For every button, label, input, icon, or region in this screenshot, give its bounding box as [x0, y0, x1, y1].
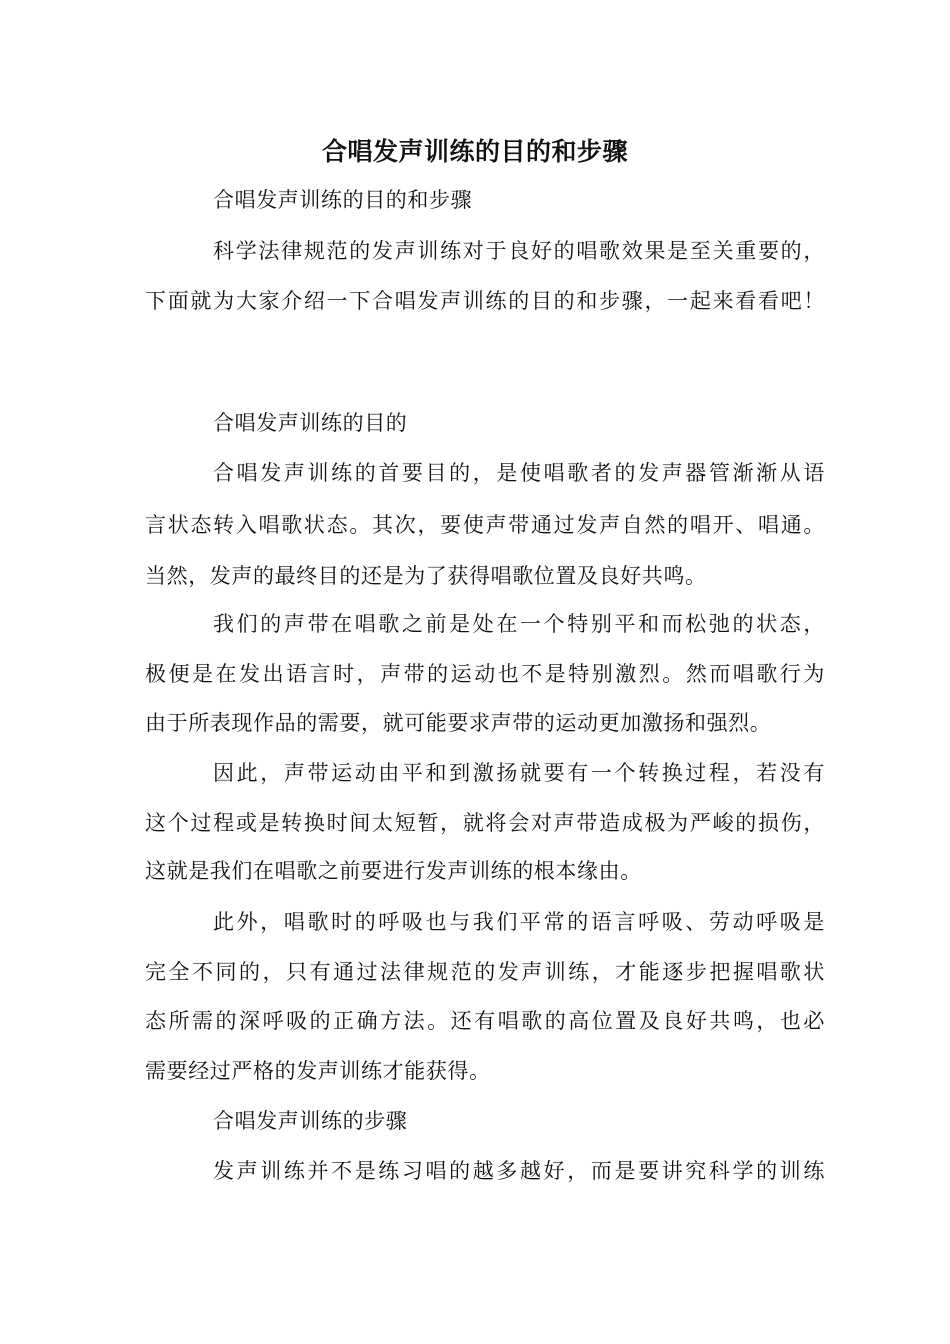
- para4-line-1: 此外，唱歌时的呼吸也与我们平常的语言呼吸、劳动呼吸是: [213, 910, 825, 934]
- section-heading-purpose: 合唱发声训练的目的: [213, 411, 408, 435]
- para3-line-2: 这个过程或是转换时间太短暂，就将会对声带造成极为严峻的损伤，: [145, 811, 825, 835]
- para4-line-2: 完全不同的，只有通过法律规范的发声训练，才能逐步把握唱歌状: [145, 960, 825, 984]
- document-subtitle: 合唱发声训练的目的和步骤: [213, 188, 473, 212]
- intro-line-1: 科学法律规范的发声训练对于良好的唱歌效果是至关重要的，: [213, 239, 825, 263]
- para3-line-1: 因此，声带运动由平和到激扬就要有一个转换过程，若没有: [213, 761, 825, 785]
- section-heading-steps: 合唱发声训练的步骤: [213, 1109, 408, 1133]
- para3-line-3: 这就是我们在唱歌之前要进行发声训练的根本缘由。: [145, 859, 642, 883]
- para2-line-3: 由于所表现作品的需要，就可能要求声带的运动更加激扬和强烈。: [145, 711, 772, 735]
- para5-line-1: 发声训练并不是练习唱的越多越好，而是要讲究科学的训练: [213, 1159, 825, 1183]
- para4-line-3: 态所需的深呼吸的正确方法。还有唱歌的高位置及良好共鸣，也必: [145, 1009, 825, 1033]
- para1-line-3: 当然，发声的最终目的还是为了获得唱歌位置及良好共鸣。: [145, 564, 707, 588]
- intro-line-2: 下面就为大家介绍一下合唱发声训练的目的和步骤，一起来看看吧！: [145, 289, 825, 313]
- para2-line-2: 极便是在发出语言时，声带的运动也不是特别激烈。然而唱歌行为: [145, 662, 825, 686]
- para4-line-4: 需要经过严格的发声训练才能获得。: [145, 1059, 491, 1083]
- document-title: 合唱发声训练的目的和步骤: [321, 137, 628, 166]
- para1-line-1: 合唱发声训练的首要目的，是使唱歌者的发声器管渐渐从语: [213, 461, 825, 485]
- para1-line-2: 言状态转入唱歌状态。其次，要使声带通过发声自然的唱开、唱通。: [145, 513, 825, 537]
- para2-line-1: 我们的声带在唱歌之前是处在一个特别平和而松弛的状态，: [213, 612, 825, 636]
